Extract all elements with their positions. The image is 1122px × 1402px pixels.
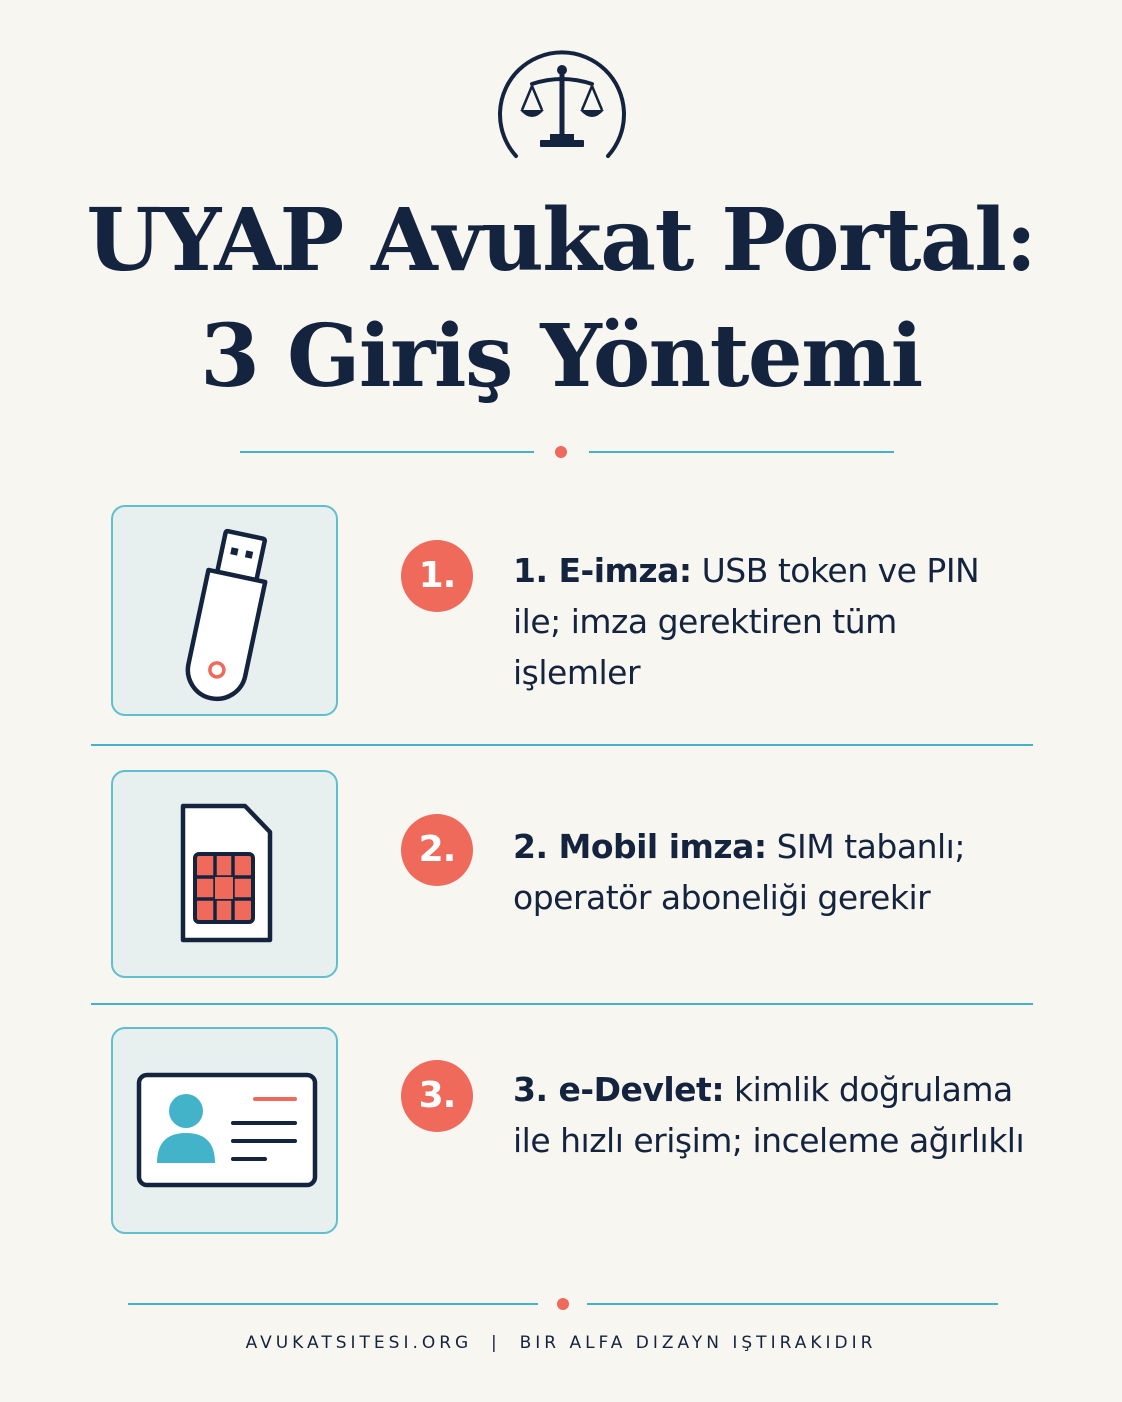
usb-token-icon — [113, 507, 336, 714]
method-label-1: 1. E-imza: — [513, 551, 692, 590]
method-text-3: kimlik doğrulama ile hızlı erişim; inceleme ağırlıklı — [513, 1070, 1025, 1160]
divider-dot — [555, 446, 567, 458]
method-badge-3: 3. — [401, 1060, 473, 1132]
method-badge-2: 2. — [401, 814, 473, 886]
method-label-3: 3. e-Devlet: — [513, 1070, 725, 1109]
section-separator-1 — [91, 744, 1033, 746]
method-text-1: USB token ve PIN ile; imza gerektiren tüm işlemler — [513, 551, 980, 692]
method-badge-1: 1. — [401, 540, 473, 612]
footer-divider-line-left — [128, 1303, 538, 1305]
sim-card-icon-box — [111, 770, 338, 978]
footer-divider-line-right — [587, 1303, 998, 1305]
method-label-2: 2. Mobil imza: — [513, 827, 767, 866]
page-title-line-2: 3 Giriş Yöntemi — [200, 306, 922, 407]
divider-line-left — [240, 451, 534, 453]
page-title-line-1: UYAP Avukat Portal: — [86, 190, 1036, 291]
divider-line-right — [589, 451, 894, 453]
usb-token-icon-box — [111, 505, 338, 716]
section-separator-2 — [91, 1003, 1033, 1005]
method-text-2: SIM tabanlı; operatör aboneliği gerekir — [513, 827, 965, 917]
method-description-3 — [513, 1064, 1033, 1166]
footer-credit: AVUKATSITESI.ORG | BIR ALFA DIZAYN IŞTIRAKIDIR — [245, 1333, 877, 1353]
sim-card-icon — [113, 772, 336, 976]
footer-divider-dot — [557, 1298, 569, 1310]
scales-of-justice-icon — [494, 38, 630, 166]
id-card-icon — [113, 1029, 336, 1232]
id-card-icon-box — [111, 1027, 338, 1234]
method-description-1 — [513, 545, 1033, 698]
method-description-2 — [513, 821, 1033, 923]
